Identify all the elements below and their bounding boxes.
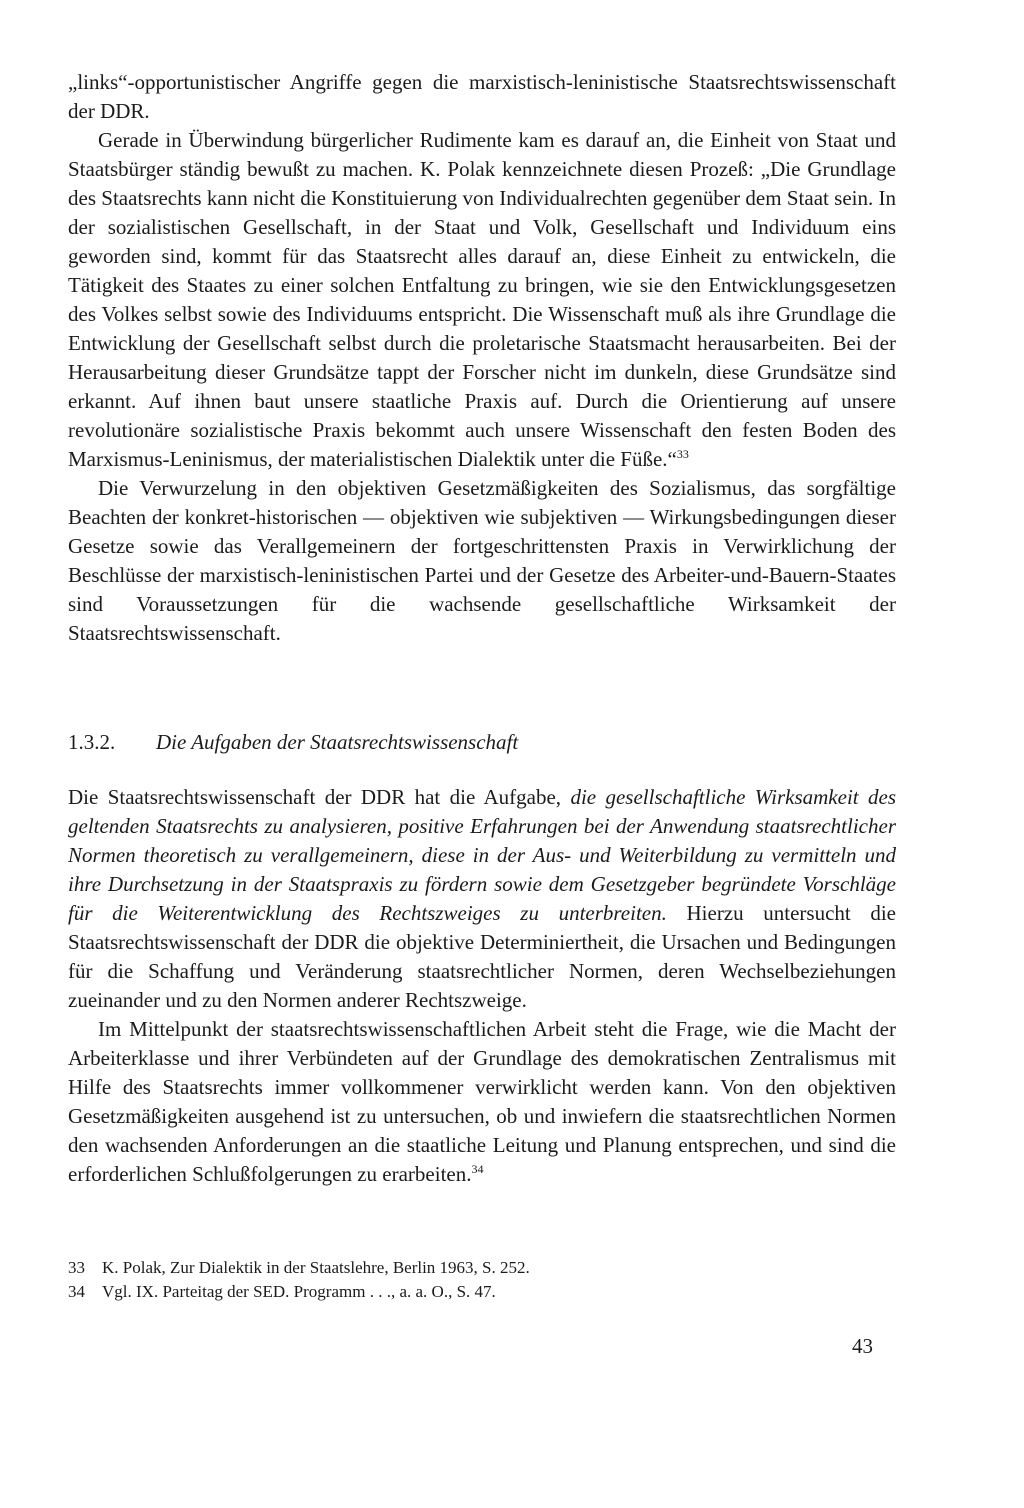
section-title: Die Aufgaben der Staatsrechtswissenschaft — [156, 730, 519, 754]
paragraph-text-italic: die gesellschaftliche Wirksamkeit des geltenden Staatsrechts zu analysieren, positive Erfahrungen bei der Anwendung staatsrechtlicher Normen theoretisch zu verallgemeinern, diese in der Aus- und Weiterbildung zu vermitteln und ihre Durchsetzung in der Staatspraxis zu fördern sowie dem Gesetzgeber begründete Vorschläge für die Weiterentwicklung des Rechtszweiges zu unterbreiten. — [68, 785, 896, 925]
footnote-34 — [68, 1280, 896, 1304]
footnote-text: K. Polak, Zur Dialektik in der Staatslehre, Berlin 1963, S. 252. — [102, 1258, 530, 1277]
footnotes — [68, 1256, 896, 1304]
footnote-text: Vgl. IX. Parteitag der SED. Programm . . ., a. a. O., S. 47. — [102, 1282, 496, 1301]
paragraph-text: Die Verwurzelung in den objektiven Gesetzmäßigkeiten des Sozialismus, das sorgfältige Beachten der konkret-historischen — objektiven wie subjektiven — Wirkungsbedingungen dieser Gesetze sowie das Verallgemeinern der fortgeschrittensten Praxis in Verwirklichung der Beschlüsse der marxistisch-leninistischen Partei und der Gesetze des Arbeiter-und-Bauern-Staates sind Voraussetzungen für die wachsende gesellschaftliche Wirksamkeit der Staatsrechtswissenschaft. — [68, 476, 896, 645]
section-heading — [68, 728, 518, 757]
text-block-lower — [68, 783, 896, 1189]
page-number: 43 — [852, 1334, 873, 1358]
paragraph-verwurzelung — [68, 474, 896, 648]
paragraph-text: Hierzu untersucht die Staatsrechtswissenschaft der DDR die objektive Determiniertheit, die Ursachen und Bedingungen für die Schaffung und Veränderung staatsrechtlicher Normen, deren Wechselbeziehungen zueinander und zu den Normen anderer Rechtszweige. — [68, 901, 896, 1012]
section-number: 1.3.2. — [68, 730, 116, 754]
paragraph-aufgaben — [68, 783, 896, 1015]
footnote-ref-33: 33 — [676, 447, 689, 461]
footnote-ref-34: 34 — [471, 1162, 484, 1176]
footnote-number: 34 — [68, 1282, 85, 1301]
footnote-33 — [68, 1256, 896, 1280]
paragraph-mittelpunkt — [68, 1015, 896, 1189]
paragraph-text: Im Mittelpunkt der staatsrechtswissenschaftlichen Arbeit steht die Frage, wie die Macht der Arbeiterklasse und ihrer Verbündeten auf der Grundlage des demokratischen Zentralismus mit Hilfe des Staatsrechts immer vollkommener verwirklicht werden kann. Von den objektiven Gesetzmäßigkeiten ausgehend ist zu untersuchen, ob und inwiefern die staatsrechtlichen Normen den wachsenden Anforderungen an die staatliche Leitung und Planung entsprechen, und sind die erforderlichen Schlußfolgerungen zu erarbeiten. — [68, 1017, 896, 1186]
footnote-number: 33 — [68, 1258, 85, 1277]
paragraph-text: „links“-opportunistischer Angriffe gegen die marxistisch-leninistische Staatsrechtswissenschaft der DDR. — [68, 70, 896, 123]
paragraph-text: Gerade in Überwindung bürgerlicher Rudimente kam es darauf an, die Einheit von Staat und Staatsbürger ständig bewußt zu machen. K. Polak kennzeichnete diesen Prozeß: „Die Grundlage des Staatsrechts kann nicht die Konstituierung von Individualrechten gegenüber dem Staat sein. In der sozialistischen Gesellschaft, in der Staat und Volk, Gesellschaft und Individuum eins geworden sind, kommt für das Staatsrecht alles darauf an, diese Einheit zu entwickeln, die Tätigkeit des Staates zu einer solchen Entfaltung zu bringen, wie sie den Entwicklungsgesetzen des Volkes selbst sowie des Individuums entspricht. Die Wissenschaft muß als ihre Grundlage die Entwicklung der Gesellschaft selbst durch die proletarische Staatsmacht herausarbeiten. Bei der Herausarbeitung dieser Grundsätze tappt der Forscher nicht im dunkeln, diese Grundsätze sind erkannt. Auf ihnen baut unsere staatliche Praxis auf. Durch die Orientierung auf unsere revolutionäre sozialistische Praxis bekommt auch unsere Wissenschaft den festen Boden des Marxismus-Leninismus, der materialistischen Dialektik unter die Füße.“ — [68, 128, 896, 471]
paragraph-text: Die Staatsrechtswissenschaft der DDR hat die Aufgabe, — [68, 785, 571, 809]
paragraph-polak-quote — [68, 126, 896, 474]
text-block-upper — [68, 68, 896, 648]
paragraph-continuation — [68, 68, 896, 126]
